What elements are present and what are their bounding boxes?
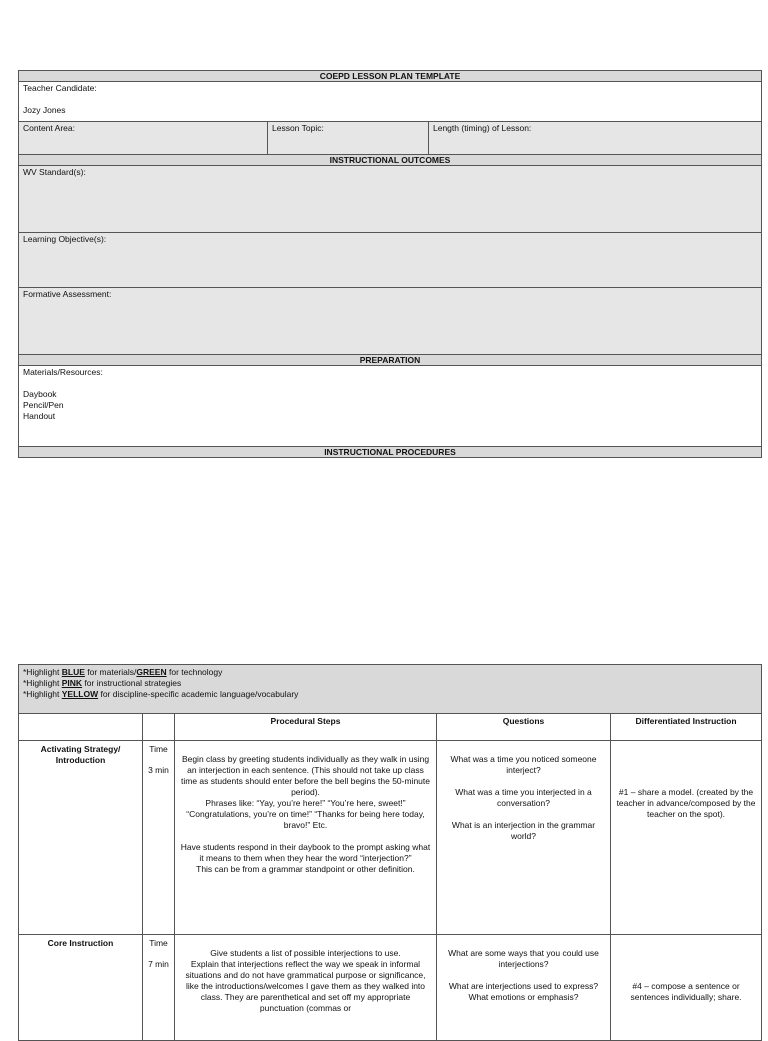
question-text: What are interjections used to express? What emotions or emphasis?: [448, 981, 599, 1002]
instructional-procedures-heading: INSTRUCTIONAL PROCEDURES: [19, 447, 762, 458]
material-item: Pencil/Pen: [23, 400, 64, 410]
instructional-outcomes-row: [19, 155, 762, 166]
formative-assessment-row: [19, 288, 762, 355]
questions-header: Questions: [437, 714, 611, 741]
wv-standards-row: [19, 166, 762, 233]
procedures-header-row: [19, 714, 762, 741]
lesson-topic-label: Lesson Topic:: [268, 122, 429, 155]
wv-standards-label: WV Standard(s):: [19, 166, 762, 233]
procedure-step-text: Have students respond in their daybook to the prompt asking what it means to them when they hear the word “interjection?”: [180, 842, 431, 863]
material-item: Daybook: [23, 389, 57, 399]
lesson-length-label: Length (timing) of Lesson:: [429, 122, 762, 155]
differentiated-text: #1 – share a model. (created by the teacher in advance/composed by the teacher on the spot).: [611, 741, 762, 935]
preparation-heading: PREPARATION: [19, 355, 762, 366]
teacher-name: Jozy Jones: [23, 105, 66, 115]
time-value: 3 min: [148, 765, 169, 775]
procedures-table: [18, 664, 762, 1041]
question-text: What was a time you interjected in a conversation?: [455, 787, 592, 808]
content-area-label: Content Area:: [19, 122, 268, 155]
lesson-plan-title: COEPD LESSON PLAN TEMPLATE: [19, 71, 762, 82]
activating-strategy-row: [19, 741, 762, 935]
time-label: Time: [149, 938, 168, 948]
activating-strategy-label: Activating Strategy/ Introduction: [19, 741, 143, 935]
learning-objectives-row: [19, 233, 762, 288]
core-instruction-label: Core Instruction: [19, 935, 143, 1041]
formative-assessment-label: Formative Assessment:: [19, 288, 762, 355]
teacher-candidate-label: Teacher Candidate:: [23, 83, 97, 93]
instructional-outcomes-heading: INSTRUCTIONAL OUTCOMES: [19, 155, 762, 166]
materials-row: [19, 366, 762, 447]
highlight-legend-line: *Highlight PINK for instructional strategies: [23, 678, 182, 688]
pink-keyword: PINK: [61, 678, 83, 688]
green-keyword: GREEN: [136, 667, 167, 677]
highlight-legend-line: *Highlight YELLOW for discipline-specific academic language/vocabulary: [23, 689, 299, 699]
lesson-plan-table: [18, 70, 762, 458]
question-text: What is an interjection in the grammar world?: [451, 820, 596, 841]
highlight-legend-row: [19, 665, 762, 714]
question-text: What was a time you noticed someone interject?: [450, 754, 597, 775]
procedure-step-text: This can be from a grammar standpoint or other definition.: [196, 864, 415, 874]
instructional-procedures-row: [19, 447, 762, 458]
preparation-row: [19, 355, 762, 366]
procedure-step-text: Give students a list of possible interjections to use.: [210, 948, 401, 958]
teacher-candidate-row: [19, 82, 762, 122]
learning-objectives-label: Learning Objective(s):: [19, 233, 762, 288]
procedural-steps-header: Procedural Steps: [175, 714, 437, 741]
highlight-legend-line: *Highlight BLUE for materials/GREEN for technology: [23, 667, 223, 677]
material-item: Handout: [23, 411, 56, 421]
differentiated-instruction-header: Differentiated Instruction: [611, 714, 762, 741]
time-label: Time: [149, 744, 168, 754]
yellow-keyword: YELLOW: [61, 689, 99, 699]
procedure-step-text: Begin class by greeting students individually as they walk in using an interjection in each sentence. (This should not take up class time as students should enter before the bell begins the 50-minute period).: [180, 754, 430, 797]
time-value: 7 min: [148, 959, 169, 969]
question-text: What are some ways that you could use interjections?: [448, 948, 599, 969]
core-instruction-row: [19, 935, 762, 1041]
materials-label: Materials/Resources:: [23, 367, 103, 377]
procedure-step-text: Explain that interjections reflect the way we speak in informal situations and do not have grammatical purpose or significance, like the introductions/welcomes I gave them as they walked into class. They are parenthetical and set off my appropriate punctuation (commas or: [185, 959, 426, 1013]
lesson-plan-title-row: [19, 71, 762, 82]
content-area-row: [19, 122, 762, 155]
blue-keyword: BLUE: [61, 667, 85, 677]
differentiated-text: #4 – compose a sentence or sentences individually; share.: [611, 935, 762, 1041]
procedure-step-text: Phrases like: “Yay, you’re here!” “You’re here, sweet!” “Congratulations, you’re on time!” “Thanks for being here today, bravo!” Etc.: [186, 798, 425, 830]
